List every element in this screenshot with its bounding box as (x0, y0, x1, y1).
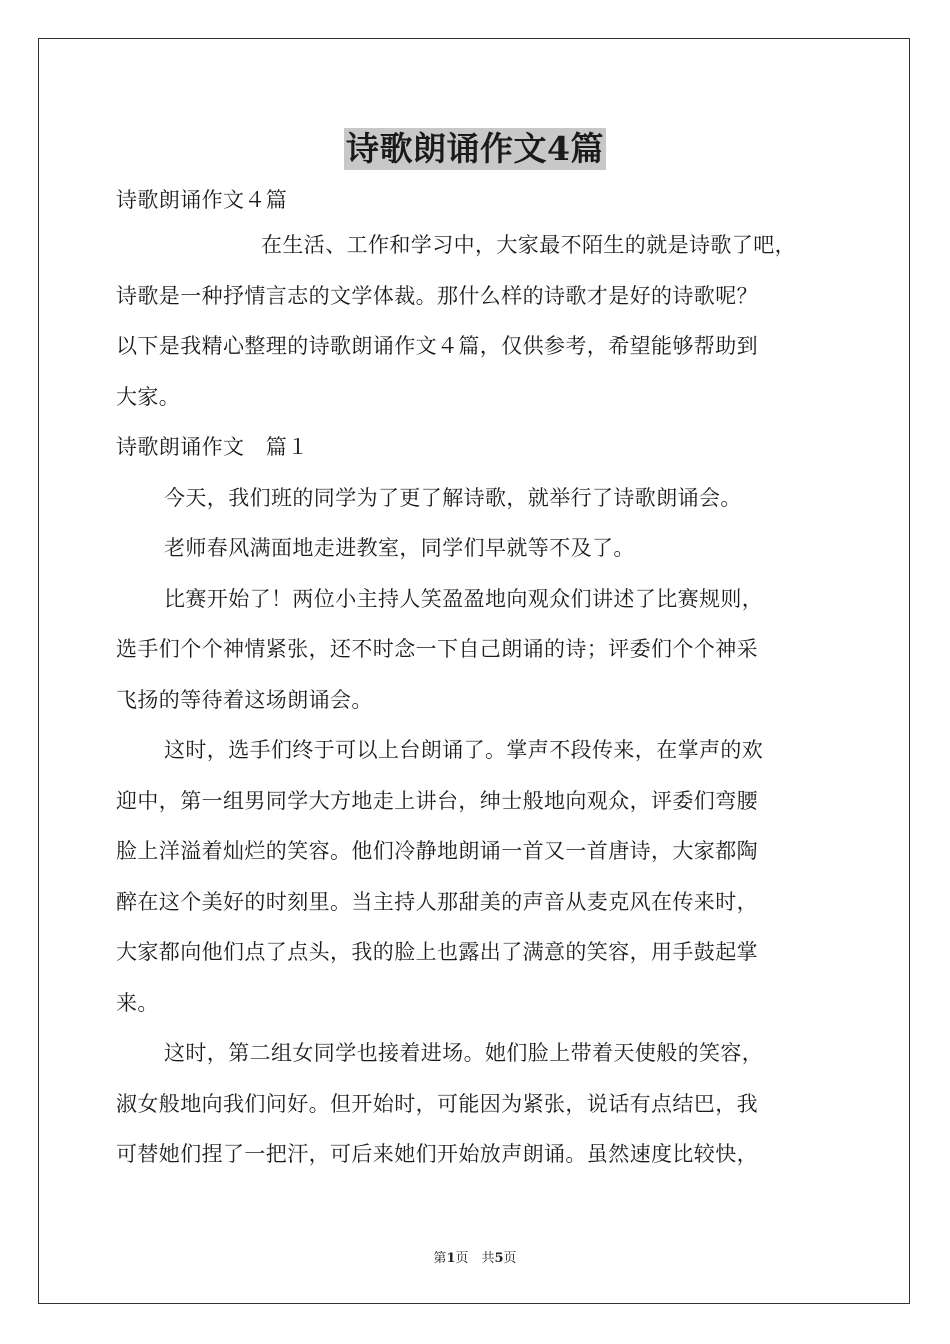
title-container (0, 128, 950, 170)
body-line: 这时，第二组女同学也接着进场。她们脸上带着天使般的笑容， (164, 1041, 764, 1065)
body-line: 比赛开始了！两位小主持人笑盈盈地向观众们讲述了比赛规则， (164, 586, 764, 611)
body-line: 诗歌是一种抒情言志的文学体裁。那什么样的诗歌才是好的诗歌呢？ (116, 283, 758, 308)
footer-page-prefix: 第 (433, 1251, 447, 1266)
body-line: 选手们个个神情紧张，还不时念一下自己朗诵的诗；评委们个个神采 (116, 637, 758, 661)
footer-page-suffix: 页 (503, 1251, 517, 1266)
body-line: 以下是我精心整理的诗歌朗诵作文４篇，仅供参考，希望能够帮助到 (116, 334, 758, 358)
body-line: 大家都向他们点了点头，我的脸上也露出了满意的笑容，用手鼓起掌 (116, 940, 758, 964)
section-heading: 诗歌朗诵作文 篇１ (116, 435, 309, 459)
document-subtitle: 诗歌朗诵作文４篇 (116, 188, 288, 212)
body-line: 这时，选手们终于可以上台朗诵了。掌声不段传来，在掌声的欢 (164, 738, 764, 762)
footer-page-mid: 页 共 (455, 1251, 495, 1266)
body-line: 脸上洋溢着灿烂的笑容。他们冷静地朗诵一首又一首唐诗，大家都陶 (116, 839, 758, 863)
body-line: 今天，我们班的同学为了更了解诗歌，就举行了诗歌朗诵会。 (164, 485, 742, 510)
document-body (116, 180, 838, 1180)
body-line: 在生活、工作和学习中，大家最不陌生的就是诗歌了吧， (261, 233, 796, 257)
body-line: 老师春风满面地走进教室，同学们早就等不及了。 (164, 536, 635, 560)
document-title: 诗歌朗诵作文4篇 (346, 129, 604, 168)
footer-total-pages: 5 (494, 1251, 504, 1266)
body-line: 来。 (116, 990, 159, 1015)
body-line: 迎中，第一组男同学大方地走上讲台，绅士般地向观众，评委们弯腰 (116, 788, 758, 813)
footer-current-page: 1 (446, 1251, 456, 1266)
body-line: 飞扬的等待着这场朗诵会。 (116, 687, 373, 712)
body-line: 淑女般地向我们问好。但开始时，可能因为紧张，说话有点结巴，我 (116, 1091, 758, 1116)
body-line: 可替她们捏了一把汗，可后来她们开始放声朗诵。虽然速度比较快， (116, 1142, 758, 1166)
body-line: 大家。 (116, 384, 181, 409)
body-line: 醉在这个美好的时刻里。当主持人那甜美的声音从麦克风在传来时， (116, 889, 758, 914)
page-footer (0, 1247, 950, 1266)
